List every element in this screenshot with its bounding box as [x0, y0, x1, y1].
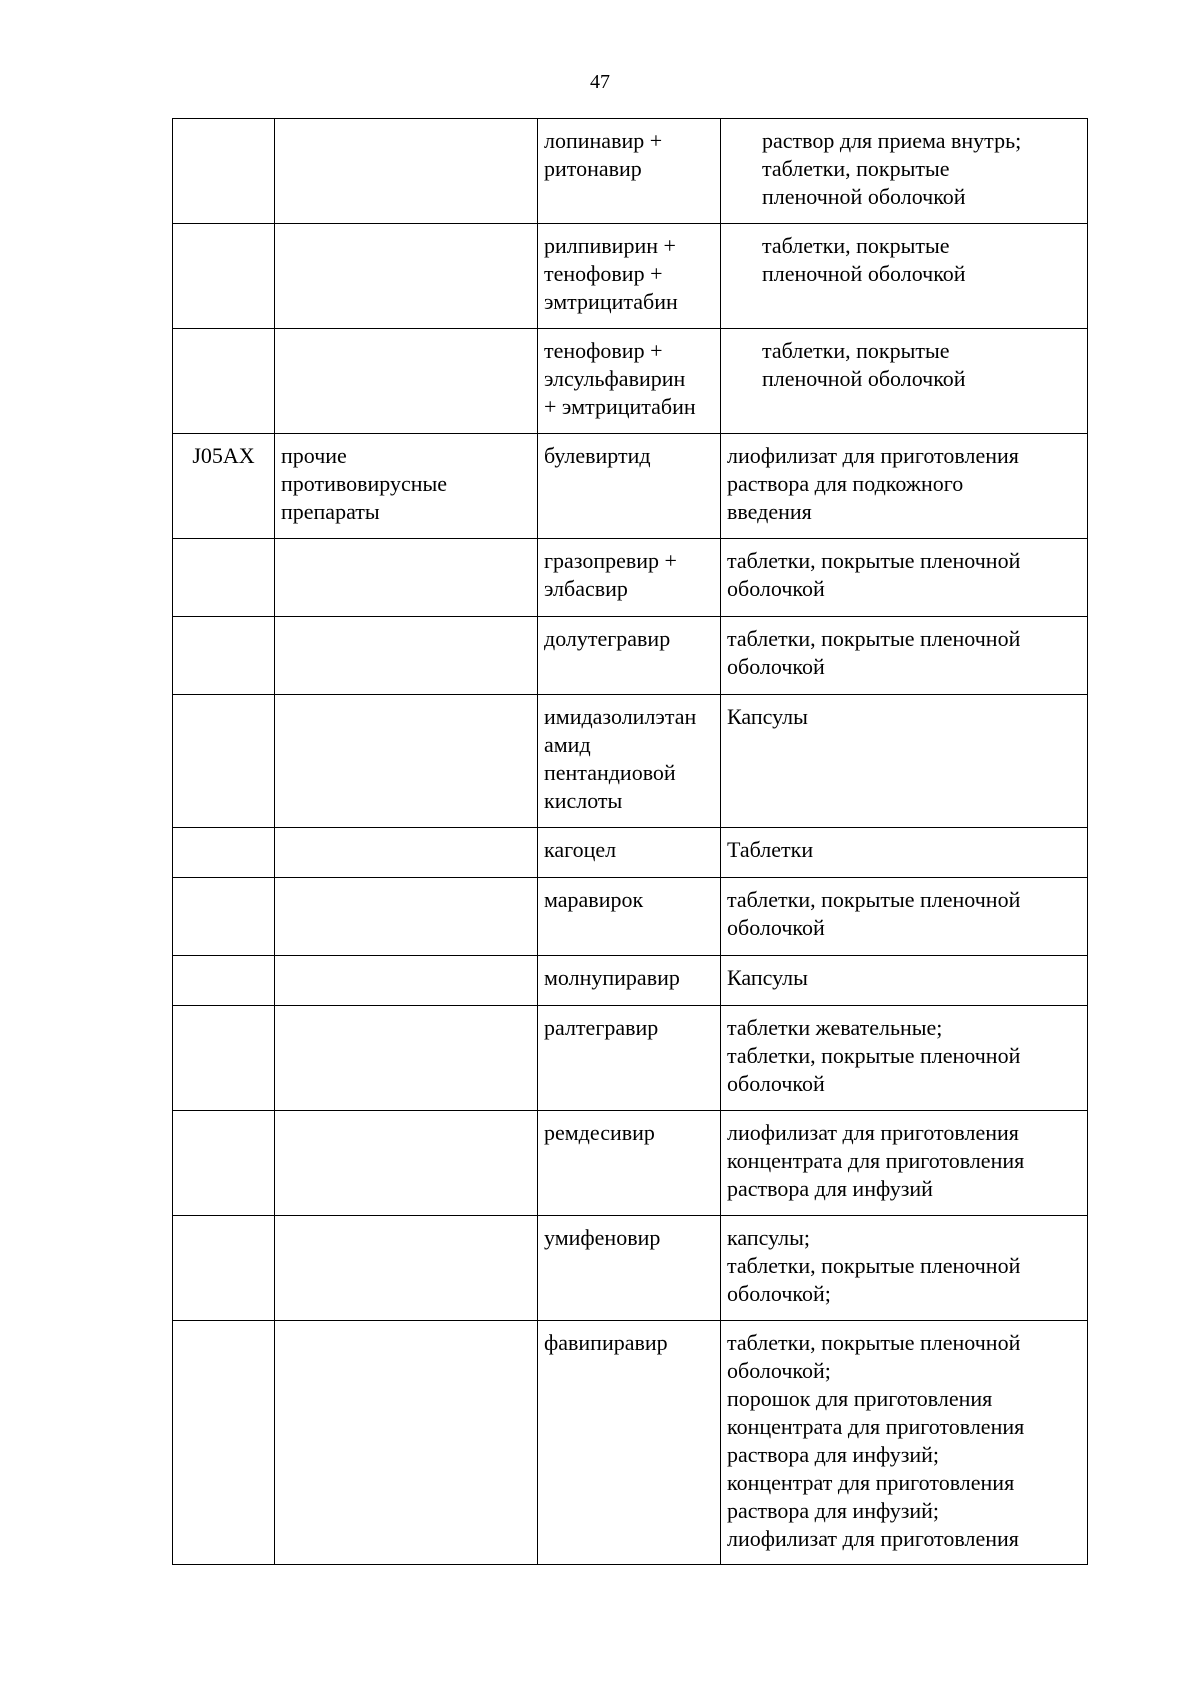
atc-code-cell [173, 224, 275, 329]
page-number: 47 [590, 71, 610, 93]
dosage-form-cell: раствор для приема внутрь; таблетки, покрытые пленочной оболочкой [721, 119, 1088, 224]
atc-code-cell [173, 956, 275, 1006]
dosage-form-cell: Капсулы [721, 956, 1088, 1006]
drug-name-cell: имидазолилэтан амид пентандиовой кислоты [538, 695, 721, 828]
drug-name-cell: ралтегравир [538, 1006, 721, 1111]
dosage-form-cell: таблетки, покрытые пленочной оболочкой [721, 224, 1088, 329]
atc-code-cell [173, 539, 275, 617]
table-row [173, 956, 1088, 1006]
atc-code-cell [173, 119, 275, 224]
drug-name-cell: умифеновир [538, 1216, 721, 1321]
drug-name-cell: молнупиравир [538, 956, 721, 1006]
group-name-cell: прочие противовирусные препараты [275, 434, 538, 539]
table-row [173, 539, 1088, 617]
table-row [173, 434, 1088, 539]
group-name-cell [275, 695, 538, 828]
table-row [173, 1321, 1088, 1565]
table-row [173, 329, 1088, 434]
dosage-form-cell: Капсулы [721, 695, 1088, 828]
drug-name-cell: маравирок [538, 878, 721, 956]
table-row [173, 224, 1088, 329]
atc-code-cell [173, 1321, 275, 1565]
atc-code-cell [173, 1111, 275, 1216]
table-row [173, 617, 1088, 695]
dosage-form-cell: таблетки, покрытые пленочной оболочкой; порошок для приготовления концентрата для приготовления раствора для инфузий; концентрат для приготовления раствора для инфузий; лиофилизат для приготовления [721, 1321, 1088, 1565]
drug-name-cell: кагоцел [538, 828, 721, 878]
dosage-form-cell: таблетки, покрытые пленочной оболочкой [721, 617, 1088, 695]
group-name-cell [275, 539, 538, 617]
atc-code-cell [173, 828, 275, 878]
atc-code-cell [173, 695, 275, 828]
drug-name-cell: булевиртид [538, 434, 721, 539]
drug-name-cell: лопинавир + ритонавир [538, 119, 721, 224]
table-row [173, 695, 1088, 828]
group-name-cell [275, 956, 538, 1006]
atc-code-cell [173, 1006, 275, 1111]
table-row [173, 1111, 1088, 1216]
group-name-cell [275, 1321, 538, 1565]
table-row [173, 1216, 1088, 1321]
atc-code-cell [173, 878, 275, 956]
dosage-form-cell: капсулы; таблетки, покрытые пленочной оболочкой; [721, 1216, 1088, 1321]
drug-name-cell: гразопревир + элбасвир [538, 539, 721, 617]
drug-name-cell: тенофовир + элсульфавирин + эмтрицитабин [538, 329, 721, 434]
dosage-form-cell: таблетки, покрытые пленочной оболочкой [721, 329, 1088, 434]
table-row [173, 119, 1088, 224]
group-name-cell [275, 1216, 538, 1321]
group-name-cell [275, 878, 538, 956]
atc-code-cell: J05AX [173, 434, 275, 539]
dosage-form-cell: таблетки, покрытые пленочной оболочкой [721, 539, 1088, 617]
group-name-cell [275, 119, 538, 224]
drug-name-cell: рилпивирин + тенофовир + эмтрицитабин [538, 224, 721, 329]
atc-code-cell [173, 617, 275, 695]
group-name-cell [275, 1111, 538, 1216]
drug-name-cell: ремдесивир [538, 1111, 721, 1216]
dosage-form-cell: лиофилизат для приготовления концентрата для приготовления раствора для инфузий [721, 1111, 1088, 1216]
drug-name-cell: долутегравир [538, 617, 721, 695]
dosage-form-cell: Таблетки [721, 828, 1088, 878]
drug-name-cell: фавипиравир [538, 1321, 721, 1565]
drug-table [172, 118, 1088, 1565]
table-body [173, 119, 1088, 1565]
table-row [173, 1006, 1088, 1111]
atc-code-cell [173, 329, 275, 434]
group-name-cell [275, 329, 538, 434]
dosage-form-cell: таблетки жевательные; таблетки, покрытые пленочной оболочкой [721, 1006, 1088, 1111]
group-name-cell [275, 1006, 538, 1111]
dosage-form-cell: таблетки, покрытые пленочной оболочкой [721, 878, 1088, 956]
table-row [173, 878, 1088, 956]
group-name-cell [275, 224, 538, 329]
group-name-cell [275, 828, 538, 878]
group-name-cell [275, 617, 538, 695]
table-row [173, 828, 1088, 878]
atc-code-cell [173, 1216, 275, 1321]
dosage-form-cell: лиофилизат для приготовления раствора для подкожного введения [721, 434, 1088, 539]
